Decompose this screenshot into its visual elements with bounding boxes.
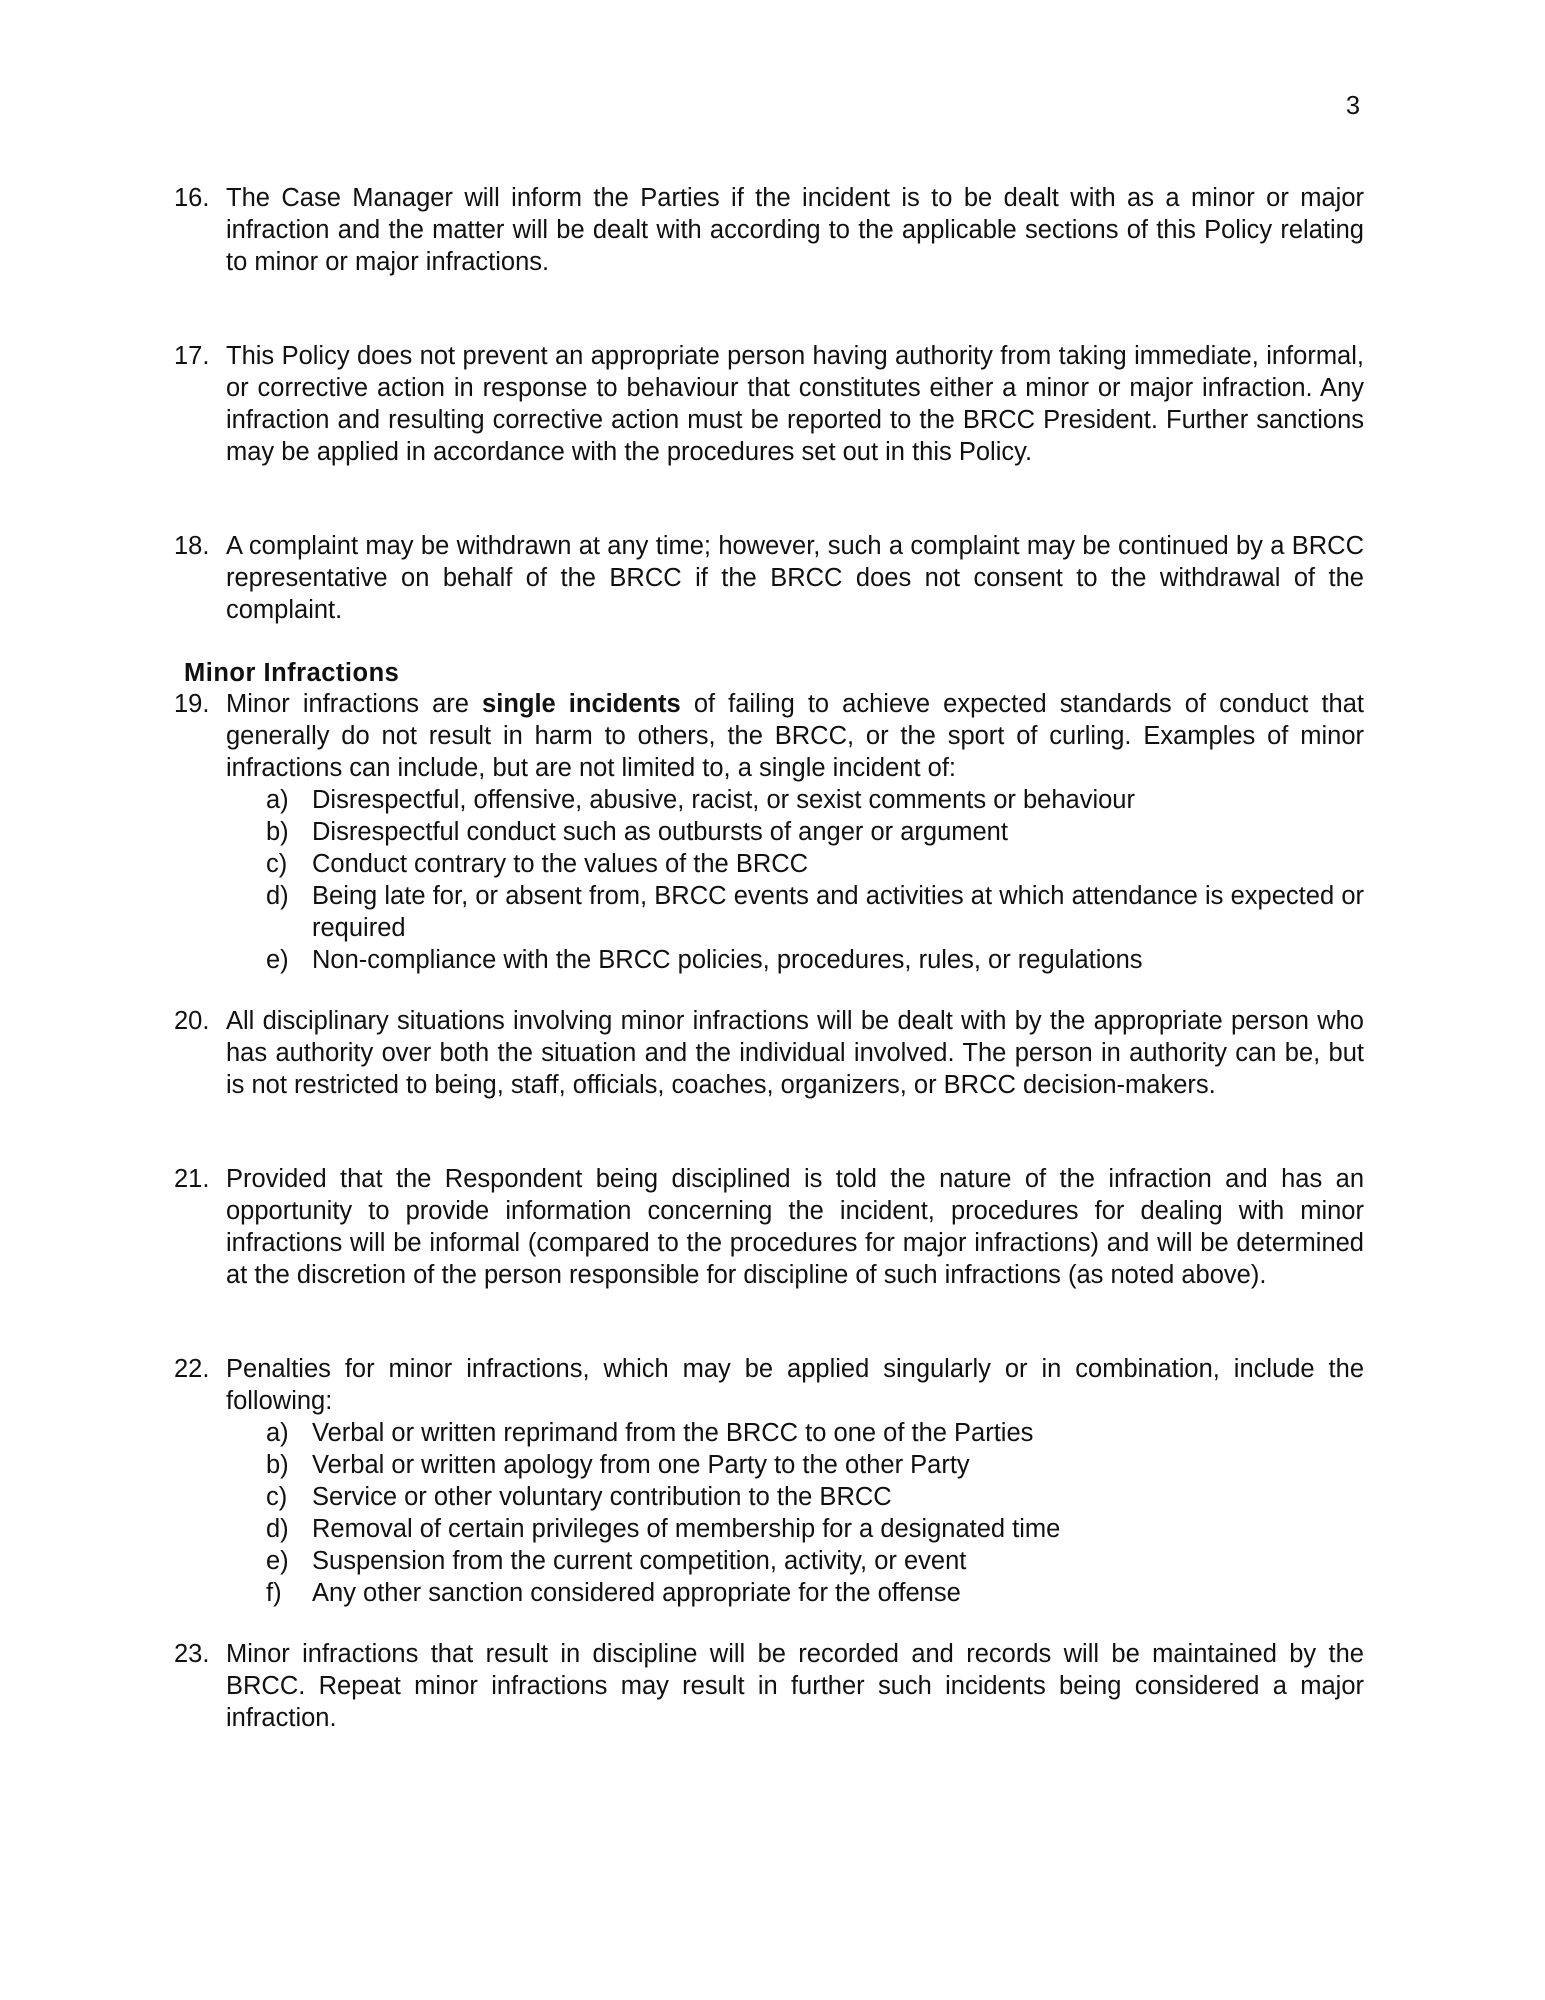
item-number: 20. — [174, 1007, 210, 1035]
subitem-f — [266, 1577, 1364, 1609]
subitem-text: Disrespectful, offensive, abusive, racist, or sexist comments or behaviour — [312, 786, 1135, 814]
list-item-21 — [174, 1163, 1364, 1291]
subitem-b — [266, 1449, 1364, 1481]
item-text: Minor infractions that result in discipline will be recorded and records will be maintained by the BRCC. Repeat minor infractions may result in further such incidents being considered a major infraction. — [226, 1640, 1364, 1732]
list-item-22 — [174, 1353, 1364, 1609]
item-text: Penalties for minor infractions, which may be applied singularly or in combination, include the following: — [226, 1355, 1364, 1415]
subitem-text: Conduct contrary to the values of the BRCC — [312, 850, 809, 878]
sublist — [226, 1417, 1364, 1609]
subitem-e — [266, 944, 1364, 976]
subitem-letter: f) — [266, 1579, 282, 1607]
subitem-d — [266, 880, 1364, 944]
subitem-e — [266, 1545, 1364, 1577]
item-number: 19. — [174, 690, 210, 718]
item-number: 16. — [174, 184, 210, 212]
subitem-letter: c) — [266, 850, 288, 878]
item-text: A complaint may be withdrawn at any time; however, such a complaint may be continued by a BRCC representative on behalf of the BRCC if the BRCC does not consent to the withdrawal of the complaint. — [226, 532, 1364, 624]
item-text: All disciplinary situations involving minor infractions will be dealt with by the appropriate person who has authority over both the situation and the individual involved. The person in authority can be, but is not restricted to being, staff, officials, coaches, organizers, or BRCC decision-makers. — [226, 1007, 1364, 1099]
subitem-letter: d) — [266, 1515, 289, 1543]
item-text: The Case Manager will inform the Parties if the incident is to be dealt with as a minor or major infraction and the matter will be dealt with according to the applicable sections of this Policy relating to minor or major infractions. — [226, 184, 1364, 276]
subitem-text: Non-compliance with the BRCC policies, procedures, rules, or regulations — [312, 946, 1143, 974]
subitem-letter: c) — [266, 1483, 288, 1511]
item-number: 21. — [174, 1165, 210, 1193]
item-number: 17. — [174, 342, 210, 370]
item-text: Provided that the Respondent being disciplined is told the nature of the infraction and has an opportunity to provide information concerning the incident, procedures for dealing with minor infractions will be informal (compared to the procedures for major infractions) and will be determined at the discretion of the person responsible for discipline of such infractions (as noted above). — [226, 1165, 1364, 1289]
subitem-text: Verbal or written reprimand from the BRCC to one of the Parties — [312, 1419, 1034, 1447]
list-item-23 — [174, 1638, 1364, 1734]
item-text — [226, 688, 1364, 784]
subitem-letter: b) — [266, 818, 289, 846]
subitem-letter: a) — [266, 1419, 289, 1447]
list-item-16 — [174, 182, 1364, 278]
text-before: Minor infractions are — [226, 690, 483, 718]
subitem-c — [266, 1481, 1364, 1513]
subitem-d — [266, 1513, 1364, 1545]
list-item-20 — [174, 1005, 1364, 1101]
emphasis-single-incidents: single incidents — [482, 690, 681, 718]
subitem-text: Being late for, or absent from, BRCC events and activities at which attendance is expected or required — [312, 882, 1364, 942]
item-number: 22. — [174, 1355, 210, 1383]
subitem-letter: a) — [266, 786, 289, 814]
item-number: 23. — [174, 1640, 210, 1668]
text-after: of failing to achieve expected standards of conduct that generally do not result in harm to others, the BRCC, or the sport of curling. Examples of minor infractions can include, but are not limited to, a single incident of: — [226, 690, 1364, 782]
item-text: This Policy does not prevent an appropriate person having authority from taking immediate, informal, or corrective action in response to behaviour that constitutes either a minor or major infraction. Any infraction and resulting corrective action must be reported to the BRCC President. Further sanctions may be applied in accordance with the procedures set out in this Policy. — [226, 342, 1364, 466]
page-number: 3 — [1345, 92, 1360, 120]
subitem-text: Disrespectful conduct such as outbursts of anger or argument — [312, 818, 1008, 846]
list-item-19 — [174, 688, 1364, 976]
subitem-letter: e) — [266, 1547, 289, 1575]
section-heading: Minor Infractions — [184, 659, 400, 687]
subitem-text: Service or other voluntary contribution to the BRCC — [312, 1483, 892, 1511]
subitem-text: Verbal or written apology from one Party to the other Party — [312, 1451, 970, 1479]
subitem-letter: e) — [266, 946, 289, 974]
subitem-letter: b) — [266, 1451, 289, 1479]
subitem-text: Suspension from the current competition, activity, or event — [312, 1547, 967, 1575]
subitem-c — [266, 848, 1364, 880]
subitem-text: Removal of certain privileges of membership for a designated time — [312, 1515, 1061, 1543]
subitem-a — [266, 784, 1364, 816]
subitem-b — [266, 816, 1364, 848]
subitem-a — [266, 1417, 1364, 1449]
subitem-letter: d) — [266, 882, 289, 910]
sublist — [226, 784, 1364, 976]
list-item-18 — [174, 530, 1364, 626]
list-item-17 — [174, 340, 1364, 468]
item-number: 18. — [174, 532, 210, 560]
subitem-text: Any other sanction considered appropriate for the offense — [312, 1579, 961, 1607]
